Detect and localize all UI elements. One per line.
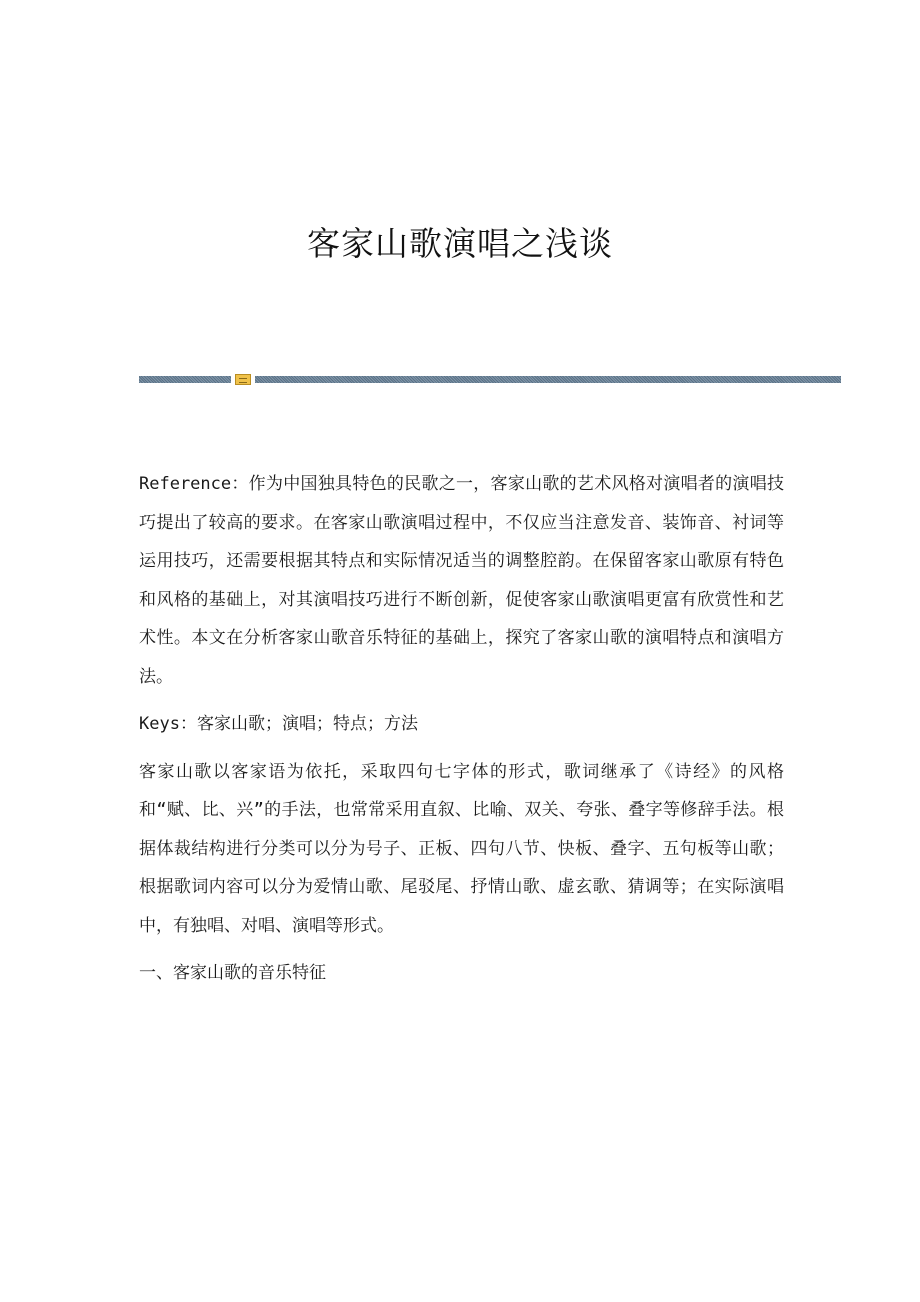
divider-left-segment — [139, 376, 231, 383]
divider-right-segment — [255, 376, 841, 383]
body-paragraph: 客家山歌以客家语为依托，采取四句七字体的形式，歌词继承了《诗经》的风格和“赋、比、兴”的手法，也常常采用直叙、比喻、双关、夸张、叠字等修辞手法。根据体裁结构进行分类可以分为号子、正板、四句八节、快板、叠字、五句板等山歌；根据歌词内容可以分为爱情山歌、尾驳尾、抒情山歌、虚玄歌、猜调等；在实际演唱中，有独唱、对唱、演唱等形式。 — [139, 761, 784, 936]
divider-ornament-icon — [235, 374, 251, 385]
keywords-line: Keys：客家山歌；演唱；特点；方法 — [139, 714, 418, 734]
section-heading: 一、客家山歌的音乐特征 — [139, 963, 326, 983]
abstract-paragraph: Reference：作为中国独具特色的民歌之一，客家山歌的艺术风格对演唱者的演唱技巧提出了较高的要求。在客家山歌演唱过程中，不仅应当注意发音、装饰音、衬词等运用技巧，还需要根据其特点和实际情况适当的调整腔韵。在保留客家山歌原有特色和风格的基础上，对其演唱技巧进行不断创新，促使客家山歌演唱更富有欣赏性和艺术性。本文在分析客家山歌音乐特征的基础上，探究了客家山歌的演唱特点和演唱方法。 — [139, 474, 784, 687]
document-body — [139, 465, 784, 1002]
document-title: 客家山歌演唱之浅谈 — [307, 224, 613, 263]
title-divider — [139, 374, 841, 384]
